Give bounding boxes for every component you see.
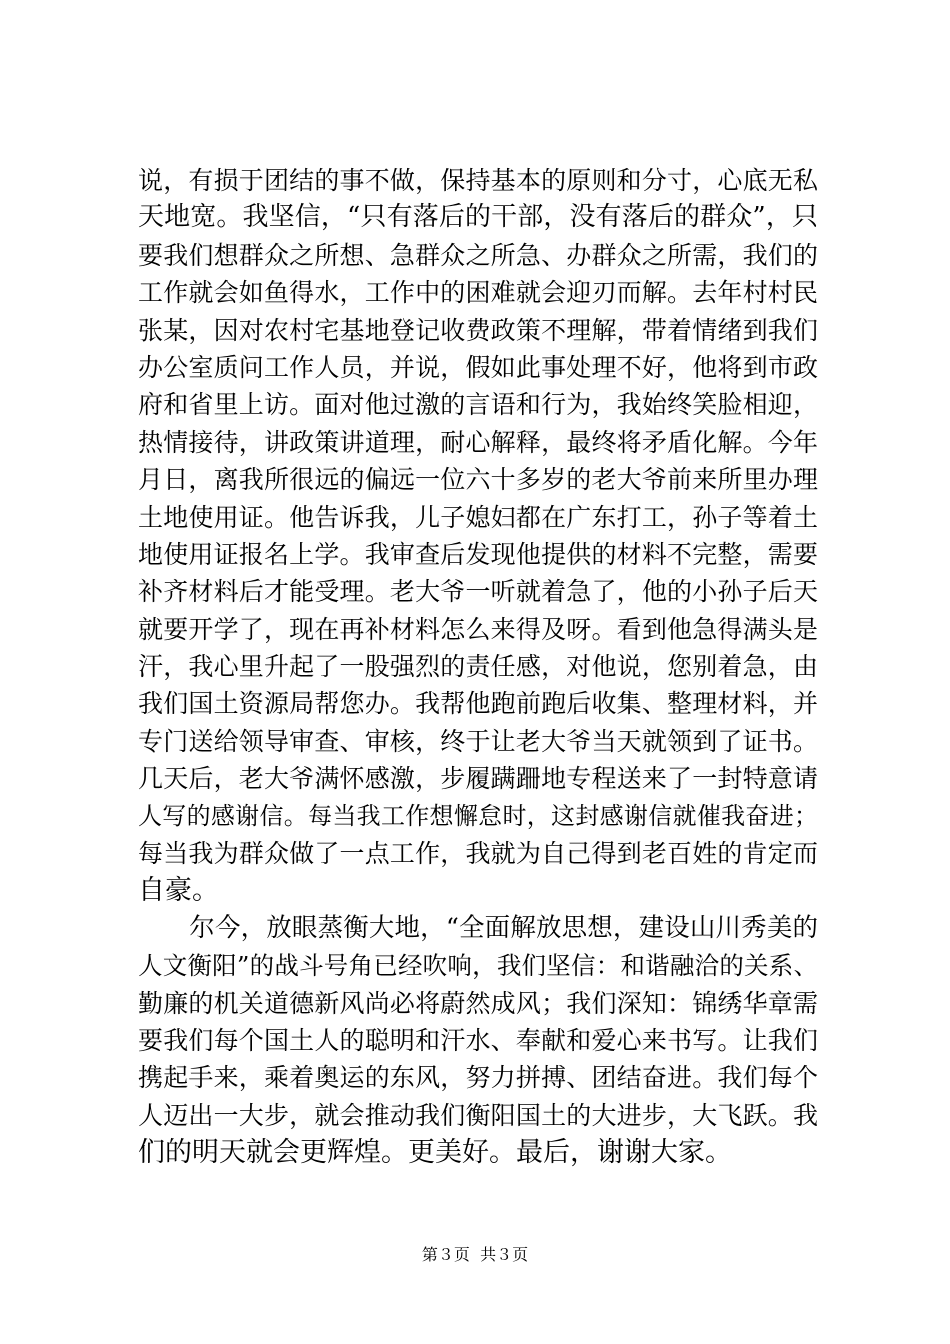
text-line: 府和省里上访。面对他过激的言语和行为，我始终笑脸相迎， — [138, 390, 818, 420]
text-line: 勤廉的机关道德新风尚必将蔚然成风；我们深知：锦绣华章需 — [138, 988, 818, 1018]
text-line: 汗，我心里升起了一股强烈的责任感，对他说，您别着急，由 — [138, 652, 818, 682]
text-line: 自豪。 — [138, 875, 219, 907]
text-line: 人迈出一大步，就会推动我们衡阳国土的大进步，大飞跃。我 — [138, 1100, 818, 1130]
page-footer — [0, 1243, 950, 1267]
text-line: 人文衡阳”的战斗号角已经吹响，我们坚信：和谐融洽的关系、 — [138, 951, 818, 981]
text-line: 补齐材料后才能受理。老大爷一听就着急了，他的小孙子后天 — [138, 577, 818, 607]
text-line: 就要开学了，现在再补材料怎么来得及呀。看到他急得满头是 — [138, 614, 818, 644]
text-line: 每当我为群众做了一点工作，我就为自己得到老百姓的肯定而 — [138, 839, 818, 869]
text-line: 地使用证报名上学。我审查后发现他提供的材料不完整，需要 — [138, 539, 818, 569]
text-line: 张某，因对农村宅基地登记收费政策不理解，带着情绪到我们 — [138, 315, 818, 345]
text-line: 办公室质问工作人员，并说，假如此事处理不好，他将到市政 — [138, 352, 818, 382]
text-line: 我们国土资源局帮您办。我帮他跑前跑后收集、整理材料，并 — [138, 689, 818, 719]
text-line: 热情接待，讲政策讲道理，耐心解释，最终将矛盾化解。今年 — [138, 427, 818, 457]
text-line: 要我们每个国土人的聪明和汗水、奉献和爱心来书写。让我们 — [138, 1025, 818, 1055]
paragraph-2 — [138, 910, 818, 1172]
text-line: 专门送给领导审查、审核，终于让老大爷当天就领到了证书。 — [138, 726, 818, 756]
text-line: 说，有损于团结的事不做，保持基本的原则和分寸，心底无私 — [138, 166, 818, 195]
text-line: 尔今，放眼蒸衡大地，“全面解放思想，建设山川秀美的 — [138, 912, 818, 943]
text-line: 土地使用证。他告诉我，儿子媳妇都在广东打工，孙子等着土 — [138, 502, 818, 532]
text-line: 几天后，老大爷满怀感激，步履蹒跚地专程送来了一封特意请 — [138, 764, 818, 794]
paragraph-1 — [138, 162, 818, 910]
page-number: 第３页 共３页 — [421, 1245, 529, 1264]
text-line: 要我们想群众之所想、急群众之所急、办群众之所需，我们的 — [138, 240, 818, 270]
text-line: 人写的感谢信。每当我工作想懈怠时，这封感谢信就催我奋进； — [138, 801, 818, 830]
text-line: 们的明天就会更辉煌。更美好。最后，谢谢大家。 — [138, 1137, 732, 1169]
text-line: 天地宽。我坚信，“只有落后的干部，没有落后的群众”，只 — [138, 202, 818, 233]
document-body — [138, 162, 818, 1172]
text-line: 工作就会如鱼得水，工作中的困难就会迎刃而解。去年村村民 — [138, 278, 818, 308]
text-line: 月日，离我所很远的偏远一位六十多岁的老大爷前来所里办理 — [138, 465, 818, 495]
text-line: 携起手来，乘着奥运的东风，努力拼搏、团结奋进。我们每个 — [138, 1063, 818, 1093]
